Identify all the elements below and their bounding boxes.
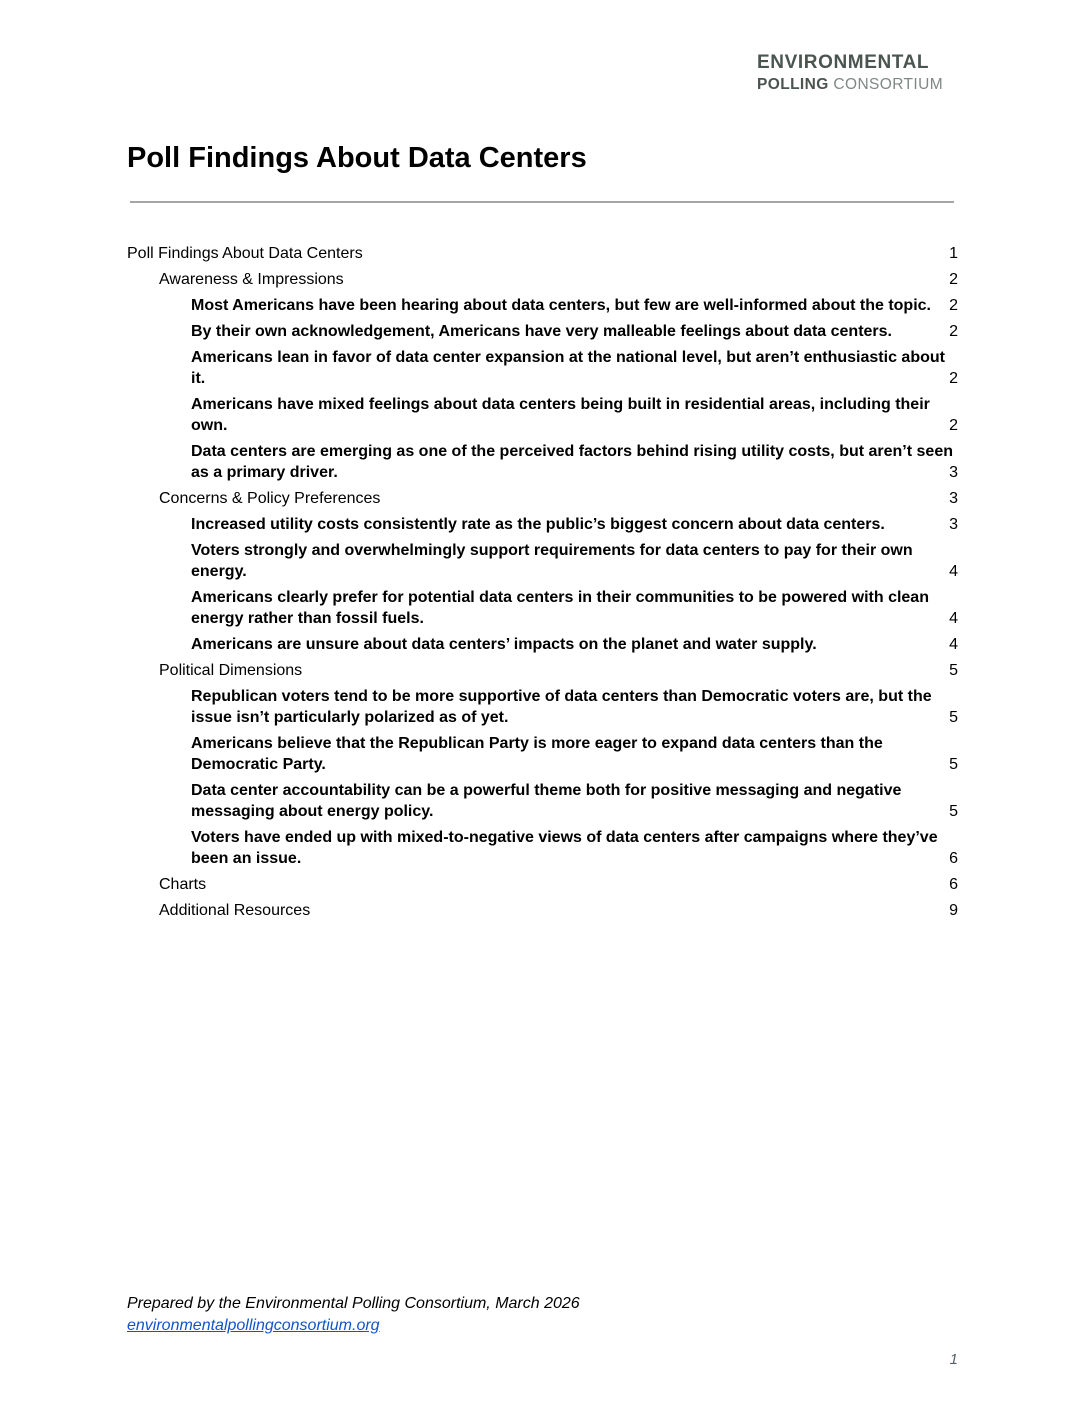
toc-entry[interactable] (127, 295, 958, 316)
toc-entry-page-number: 4 (949, 610, 958, 627)
toc-entry[interactable] (127, 540, 958, 582)
toc-entry-page-number: 5 (949, 803, 958, 820)
page-title: Poll Findings About Data Centers (127, 142, 587, 174)
toc-entry-text: Charts (159, 876, 207, 893)
footer-link[interactable]: environmentalpollingconsortium.org (127, 1317, 380, 1334)
toc-entry-text: Americans have mixed feelings about data centers being built in residential areas, including their own. (191, 396, 930, 434)
toc-entry-page-number: 5 (949, 662, 958, 679)
toc-entry[interactable] (127, 733, 958, 775)
toc-entry[interactable] (127, 780, 958, 822)
toc-entry[interactable] (127, 347, 958, 389)
toc-entry[interactable] (127, 634, 958, 655)
toc-entry[interactable] (127, 394, 958, 436)
toc-entry-page-number: 3 (949, 516, 958, 533)
toc-entry[interactable] (127, 874, 958, 895)
toc-entry-page-number: 2 (949, 323, 958, 340)
toc-entry[interactable] (127, 514, 958, 535)
toc-entry[interactable] (127, 686, 958, 728)
toc-entry[interactable] (127, 900, 958, 921)
toc-entry-page-number: 9 (949, 902, 958, 919)
toc-entry-text: Americans lean in favor of data center expansion at the national level, but aren’t enthusiastic about it. (191, 349, 945, 387)
page-number: 1 (949, 1351, 958, 1368)
logo-environmental-text: ENVIRONMENTAL (757, 52, 930, 73)
toc-entry-page-number: 5 (949, 756, 958, 773)
toc-entry[interactable] (127, 827, 958, 869)
toc-entry-page-number: 2 (949, 417, 958, 434)
toc-entry-text: Additional Resources (159, 902, 311, 919)
footer-attribution: Prepared by the Environmental Polling Consortium, March 2026 (127, 1295, 580, 1312)
toc-entry-page-number: 2 (949, 271, 958, 288)
toc-entry-page-number: 1 (949, 245, 958, 262)
toc-entry-page-number: 4 (949, 563, 958, 580)
toc-entry-text: Data centers are emerging as one of the perceived factors behind rising utility costs, but aren’t seen as a primary driver. (191, 443, 953, 481)
toc-entry-text: Political Dimensions (159, 662, 303, 679)
toc-entry-page-number: 3 (949, 464, 958, 481)
toc-entry-text: Americans clearly prefer for potential data centers in their communities to be powered with clean energy rather than fossil fuels. (191, 589, 929, 627)
toc-entry[interactable] (127, 587, 958, 629)
toc-entry-text: Voters strongly and overwhelmingly support requirements for data centers to pay for their own energy. (191, 542, 913, 580)
toc-entry[interactable] (127, 269, 958, 290)
toc-entry-text: Americans are unsure about data centers’ impacts on the planet and water supply. (191, 636, 817, 653)
toc-entry-text: Most Americans have been hearing about data centers, but few are well-informed about the topic. (191, 297, 931, 314)
toc-entry-text: Awareness & Impressions (159, 271, 344, 288)
toc-entry-page-number: 6 (949, 876, 958, 893)
toc-entry-page-number: 3 (949, 490, 958, 507)
logo-subline (757, 77, 943, 93)
toc-entry-page-number: 2 (949, 370, 958, 387)
toc-entry-text: Increased utility costs consistently rate as the public’s biggest concern about data centers. (191, 516, 885, 533)
title-divider (130, 201, 954, 203)
toc-entry-page-number: 6 (949, 850, 958, 867)
logo-consortium-text: CONSORTIUM (828, 76, 944, 93)
logo-polling-text: POLLING (757, 76, 829, 93)
toc-entry[interactable] (127, 488, 958, 509)
logo (757, 53, 943, 93)
toc-entry-page-number: 5 (949, 709, 958, 726)
toc-entry-text: Voters have ended up with mixed-to-negative views of data centers after campaigns where they’ve been an issue. (191, 829, 938, 867)
toc-entry-text: Poll Findings About Data Centers (127, 245, 363, 262)
toc-entry-text: Americans believe that the Republican Party is more eager to expand data centers than the Democratic Party. (191, 735, 883, 773)
toc-entry-text: Republican voters tend to be more supportive of data centers than Democratic voters are, but the issue isn’t particularly polarized as of yet. (191, 688, 932, 726)
toc-entry-text: Concerns & Policy Preferences (159, 490, 381, 507)
toc-entry[interactable] (127, 243, 958, 264)
toc-entry[interactable] (127, 441, 958, 483)
toc-entry-page-number: 4 (949, 636, 958, 653)
table-of-contents (127, 243, 958, 926)
toc-entry-text: Data center accountability can be a powerful theme both for positive messaging and negative messaging about energy policy. (191, 782, 902, 820)
toc-entry[interactable] (127, 660, 958, 681)
toc-entry-page-number: 2 (949, 297, 958, 314)
page-footer (127, 1293, 580, 1337)
toc-entry[interactable] (127, 321, 958, 342)
toc-entry-text: By their own acknowledgement, Americans have very malleable feelings about data centers. (191, 323, 892, 340)
